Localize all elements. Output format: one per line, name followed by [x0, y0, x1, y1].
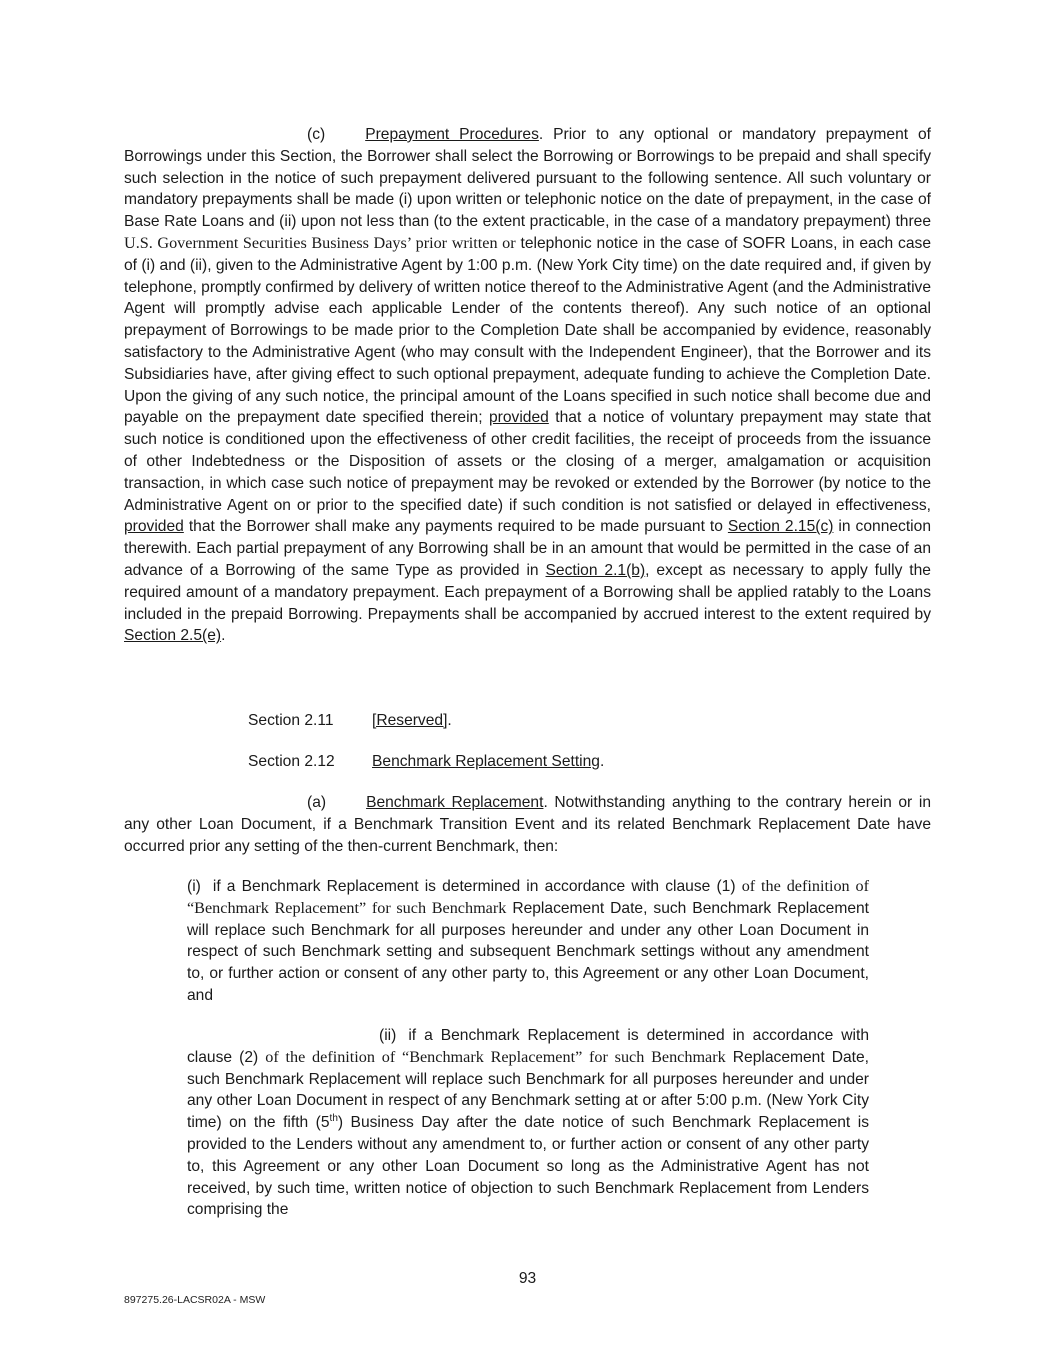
section-2-11-heading: Section 2.11 [Reserved].: [248, 710, 452, 732]
clause-label: (ii): [379, 1027, 397, 1044]
clause-i-paragraph: (i) if a Benchmark Replacement is determined in accordance with clause (1) of the definition of “Benchmark Replacement” for such Benchmark Replacement Date, such Benchmark Replacement will replace such Benchmark for all purposes hereunder and under any other Loan Document in respect of such Benchmark setting and subsequent Benchmark settings without any amendment to, or further action or consent of any other party to, this Agreement or any other Loan Document, and: [187, 877, 870, 1004]
clause-heading: Prepayment Procedures: [365, 126, 539, 143]
clause-ii-paragraph: (ii) if a Benchmark Replacement is determined in accordance with clause (2) of the definition of “Benchmark Replacement” for such Benchmark Replacement Date, such Benchmark Replacement will replace such Benchmark for all purposes hereunder and under any other Loan Document in respect of any Benchmark setting at or after 5:00 p.m. (New York City time) on the fifth (5th) Business Day after the date notice of such Benchmark Replacement is provided to the Lenders without any amendment to, or further action or consent of any other party to, this Agreement or any other Loan Document so long as the Administrative Agent has not received, by such time, written notice of objection to such Benchmark Replacement from Lenders comprising the: [187, 1027, 869, 1219]
section-number: Section 2.12: [248, 753, 335, 770]
section-title: [Reserved]: [372, 712, 448, 729]
paragraph-prepayment-procedures: (c) Prepayment Procedures. Prior to any optional or mandatory prepayment of Borrowings under this Section, the Borrower shall select the Borrowing or Borrowings to be prepaid and shall specify such selection in the notice of such prepayment delivered pursuant to the following sentence. All such voluntary or mandatory prepayments shall be made (i) upon written or telephonic notice on the date of prepayment, in the case of Base Rate Loans and (ii) upon not less than (to the extent practicable, in the case of a mandatory prepayment) three U.S. Government Securities Business Days’ prior written or telephonic notice in the case of SOFR Loans, in each case of (i) and (ii), given to the Administrative Agent by 1:00 p.m. (New York City time) on the date required and, if given by telephone, promptly confirmed by delivery of written notice thereof to the Administrative Agent (and the Administrative Agent will promptly advise each applicable Lender of the contents thereof). Any such notice of an optional prepayment of Borrowings to be made prior to the Completion Date shall be accompanied by evidence, reasonably satisfactory to the Administrative Agent (who may consult with the Independent Engineer), that the Borrower and its Subsidiaries have, after giving effect to such optional prepayment, adequate funding to achieve the Completion Date. Upon the giving of any such notice, the principal amount of the Loans specified in such notice shall become due and payable on the prepayment date specified therein; provided that a notice of voluntary prepayment may state that such notice is conditioned upon the effectiveness of other credit facilities, the receipt of proceeds from the issuance of other Indebtedness or the Disposition of assets or the closing of a merger, amalgamation or acquisition transaction, in which case such notice of prepayment may be revoked or extended by the Borrower (by notice to the Administrative Agent on or prior to the specified date) if such condition is not satisfied or delayed in effectiveness, provided that the Borrower shall make any payments required to be made pursuant to Section 2.15(c) in connection therewith. Each partial prepayment of any Borrowing shall be in an amount that would be permitted in the case of an advance of a Borrowing of the same Type as provided in Section 2.1(b), except as necessary to apply fully the required amount of a mandatory prepayment. Each prepayment of a Borrowing shall be applied ratably to the Loans included in the prepaid Borrowing. Prepayments shall be accompanied by accrued interest to the extent required by Section 2.5(e).: [124, 126, 931, 645]
provided-term: provided: [489, 409, 549, 427]
section-reference-link: Section 2.5(e): [124, 627, 222, 645]
section-2-12-heading: Section 2.12 Benchmark Replacement Setting.: [248, 751, 604, 773]
section-reference-link: Section 2.1(b): [545, 561, 646, 579]
clause-label: (c): [307, 126, 326, 143]
paragraph-benchmark-replacement: (a) Benchmark Replacement. Notwithstanding anything to the contrary herein or in any other Loan Document, if a Benchmark Transition Event and its related Benchmark Replacement Date have occurred prior any setting of the then-current Benchmark, then:: [124, 794, 931, 855]
clause-label: (a): [307, 794, 327, 811]
section-number: Section 2.11: [248, 712, 334, 729]
clause-heading: Benchmark Replacement: [366, 794, 544, 811]
page-number: 93: [518, 1270, 537, 1287]
section-title: Benchmark Replacement Setting: [372, 753, 600, 770]
clause-label: (i): [187, 878, 201, 895]
section-reference-link: Section 2.15(c): [727, 518, 834, 536]
document-id: 897275.26-LACSR02A - MSW: [124, 1294, 266, 1306]
provided-term: provided: [124, 518, 184, 536]
